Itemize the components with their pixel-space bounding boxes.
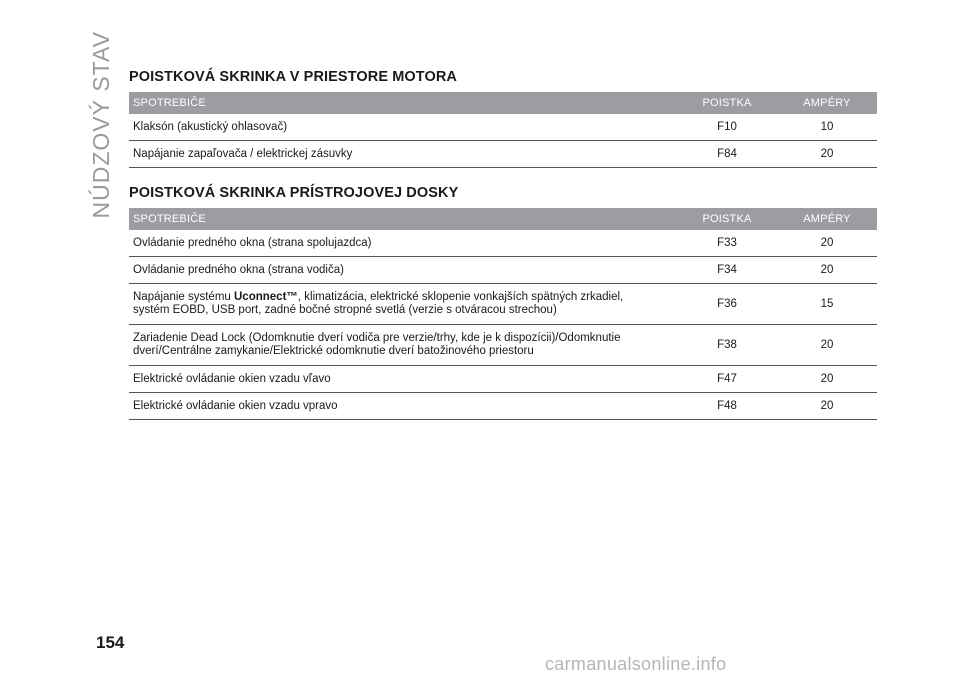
cell-fuse: F36 bbox=[677, 284, 777, 325]
cell-consumer-text: Zariadenie Dead Lock (Odomknutie dverí vodiča pre verzie/trhy, kde je k dispozícii)/Odomknutie bbox=[133, 332, 621, 344]
cell-amps: 20 bbox=[777, 366, 877, 393]
cell-consumer: Ovládanie predného okna (strana vodiča) bbox=[129, 257, 677, 284]
header-fuse: POISTKA bbox=[677, 92, 777, 114]
cell-fuse: F84 bbox=[677, 141, 777, 168]
header-amps: AMPÉRY bbox=[777, 92, 877, 114]
cell-consumer: Klaksón (akustický ohlasovač) bbox=[129, 114, 677, 141]
cell-consumer: Elektrické ovládanie okien vzadu vľavo bbox=[129, 366, 677, 393]
table-row bbox=[129, 230, 877, 257]
cell-amps: 20 bbox=[777, 141, 877, 168]
cell-amps: 20 bbox=[777, 393, 877, 420]
cell-fuse: F33 bbox=[677, 230, 777, 257]
cell-fuse: F48 bbox=[677, 393, 777, 420]
cell-amps: 20 bbox=[777, 257, 877, 284]
header-consumer: SPOTREBIČE bbox=[129, 92, 677, 114]
cell-consumer: Ovládanie predného okna (strana spolujazdca) bbox=[129, 230, 677, 257]
section-title-engine-fuse-box: POISTKOVÁ SKRINKA V PRIESTORE MOTORA bbox=[129, 69, 458, 85]
chapter-side-title-text: NÚDZOVÝ STAV bbox=[87, 30, 114, 218]
cell-consumer: Napájanie zapaľovača / elektrickej zásuvky bbox=[129, 141, 677, 168]
cell-consumer bbox=[129, 284, 677, 325]
cell-consumer-text-line2: dverí/Centrálne zamykanie/Elektrické odomknutie dverí batožinového priestoru bbox=[133, 345, 534, 357]
cell-consumer-text: , klimatizácia, elektrické sklopenie vonkajších spätných zrkadiel, bbox=[297, 291, 624, 303]
cell-consumer bbox=[129, 325, 677, 366]
cell-amps: 10 bbox=[777, 114, 877, 141]
table-row bbox=[129, 114, 877, 141]
watermark: carmanualsonline.info bbox=[545, 654, 727, 674]
cell-consumer-text-line2: systém EOBD, USB port, zadné bočné stropné svetlá (verzie s otváracou strechou) bbox=[133, 304, 557, 316]
cell-fuse: F34 bbox=[677, 257, 777, 284]
table-row bbox=[129, 284, 877, 325]
header-fuse: POISTKA bbox=[677, 208, 777, 230]
chapter-side-title bbox=[86, 30, 116, 218]
cell-amps: 20 bbox=[777, 325, 877, 366]
section-title-dashboard-fuse-box: POISTKOVÁ SKRINKA PRÍSTROJOVEJ DOSKY bbox=[129, 185, 459, 201]
page-content bbox=[129, 66, 877, 420]
dashboard-fuse-table bbox=[129, 208, 877, 420]
cell-fuse: F10 bbox=[677, 114, 777, 141]
table-row bbox=[129, 366, 877, 393]
table-row bbox=[129, 141, 877, 168]
table-row bbox=[129, 325, 877, 366]
cell-amps: 15 bbox=[777, 284, 877, 325]
engine-fuse-table bbox=[129, 92, 877, 168]
cell-consumer-brand: Uconnect™ bbox=[234, 291, 298, 303]
cell-consumer-text: Napájanie systému bbox=[133, 291, 234, 303]
table-header-row bbox=[129, 92, 877, 114]
table-row bbox=[129, 393, 877, 420]
cell-amps: 20 bbox=[777, 230, 877, 257]
table-row bbox=[129, 257, 877, 284]
header-consumer: SPOTREBIČE bbox=[129, 208, 677, 230]
cell-consumer: Elektrické ovládanie okien vzadu vpravo bbox=[129, 393, 677, 420]
cell-fuse: F38 bbox=[677, 325, 777, 366]
table-header-row bbox=[129, 208, 877, 230]
cell-fuse: F47 bbox=[677, 366, 777, 393]
header-amps: AMPÉRY bbox=[777, 208, 877, 230]
page-number: 154 bbox=[96, 633, 125, 652]
